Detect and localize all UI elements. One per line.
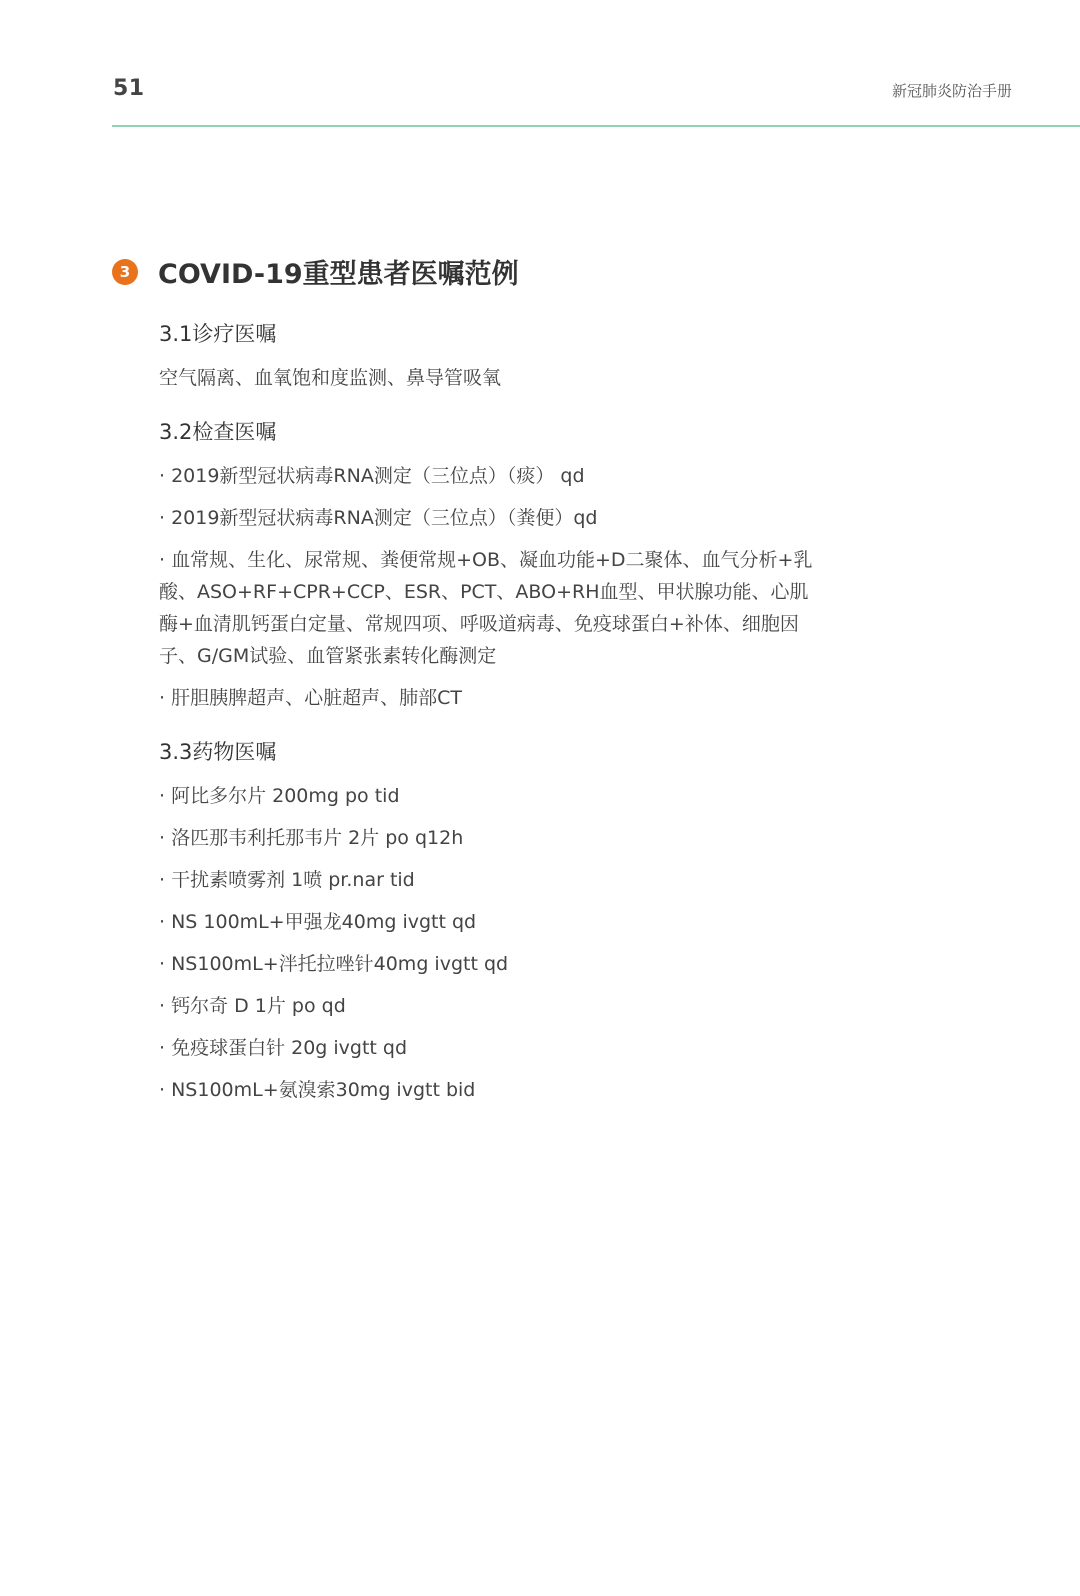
- list-item: · 钙尔奇 D 1片 po qd: [159, 995, 346, 1017]
- list-item: · NS100mL+泮托拉唑针40mg ivgtt qd: [159, 953, 509, 975]
- list-item: · NS100mL+氨溴索30mg ivgtt bid: [159, 1079, 476, 1101]
- list-item: · NS 100mL+甲强龙40mg ivgtt qd: [159, 911, 477, 933]
- list-item: · 2019新型冠状病毒RNA测定（三位点）（痰） qd: [159, 465, 585, 487]
- list-item: · 2019新型冠状病毒RNA测定（三位点）（粪便）qd: [159, 507, 598, 529]
- subsection-orders: [159, 318, 819, 394]
- content: [159, 318, 819, 1128]
- list-item: · 干扰素喷雾剂 1喷 pr.nar tid: [159, 869, 415, 891]
- list-item: · 血常规、生化、尿常规、粪便常规+OB、凝血功能+D二聚体、血气分析+乳酸、ASO+RF+CPR+CCP、ESR、PCT、ABO+RH血型、甲状腺功能、心肌酶+血清肌钙蛋白定量、常规四项、呼吸道病毒、免疫球蛋白+补体、细胞因子、G/GM试验、血管紧张素转化酶测定: [159, 549, 813, 667]
- subsection-heading: 3.3药物医嘱: [159, 740, 277, 764]
- list-item: · 阿比多尔片 200mg po tid: [159, 785, 400, 807]
- running-head: 新冠肺炎防治手册: [891, 82, 1012, 100]
- section-number-badge: 3: [112, 259, 138, 285]
- paragraph: 空气隔离、血氧饱和度监测、鼻导管吸氧: [159, 367, 502, 389]
- subsection-heading: 3.1诊疗医嘱: [159, 322, 277, 346]
- list-item: · 肝胆胰脾超声、心脏超声、肺部CT: [159, 687, 462, 709]
- subsection-tests: [159, 416, 819, 714]
- list-item: · 免疫球蛋白针 20g ivgtt qd: [159, 1037, 408, 1059]
- page-number: 51: [113, 76, 145, 101]
- subsection-heading: 3.2检查医嘱: [159, 420, 277, 444]
- subsection-drugs: [159, 736, 819, 1106]
- list-item: · 洛匹那韦利托那韦片 2片 po q12h: [159, 827, 464, 849]
- header-rule: [112, 125, 1080, 127]
- section-title: COVID-19重型患者医嘱范例: [158, 259, 519, 290]
- section-heading: [112, 252, 519, 291]
